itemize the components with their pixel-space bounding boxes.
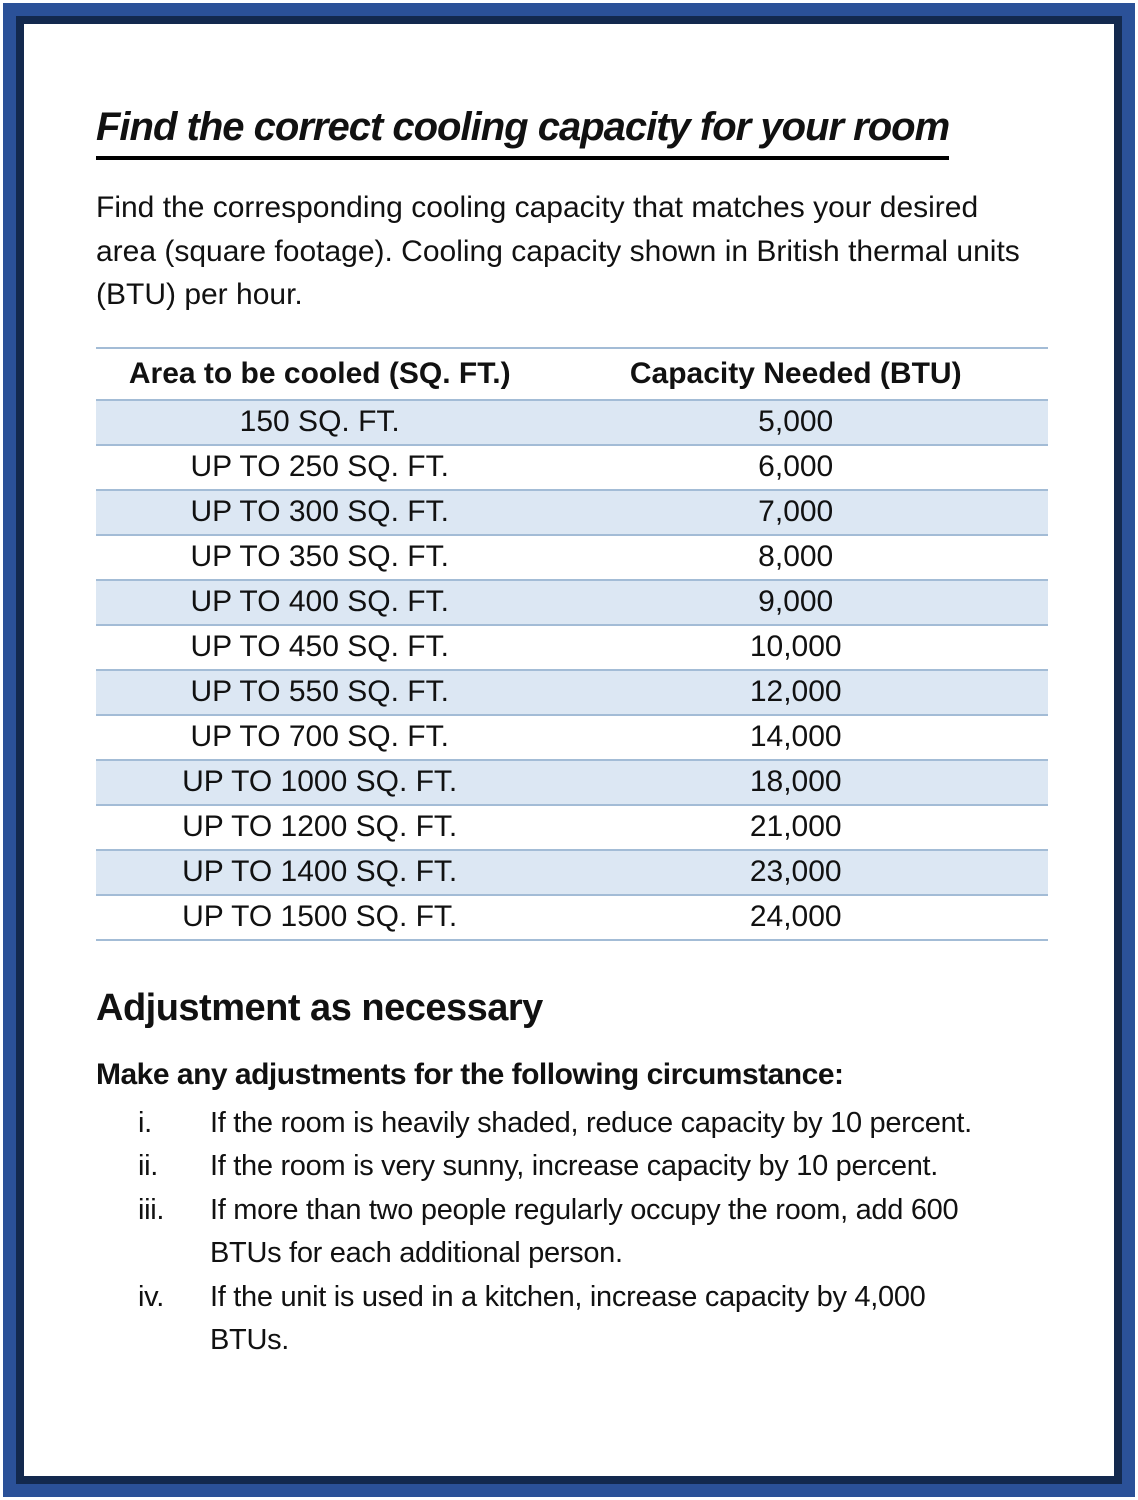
adjustments-heading: Adjustment as necessary xyxy=(96,986,543,1029)
table-row xyxy=(96,490,1048,535)
capacity-cell: 23,000 xyxy=(543,850,1048,895)
area-cell: 150 SQ. FT. xyxy=(96,400,543,445)
table-row xyxy=(96,400,1048,445)
table-row xyxy=(96,850,1048,895)
capacity-cell: 14,000 xyxy=(543,715,1048,760)
column-header-area: Area to be cooled (SQ. FT.) xyxy=(96,348,543,400)
area-cell: UP TO 1400 SQ. FT. xyxy=(96,850,543,895)
table-row xyxy=(96,670,1048,715)
capacity-cell: 7,000 xyxy=(543,490,1048,535)
area-cell: UP TO 400 SQ. FT. xyxy=(96,580,543,625)
capacity-cell: 9,000 xyxy=(543,580,1048,625)
table-row xyxy=(96,805,1048,850)
intro-paragraph: Find the corresponding cooling capacity that matches your desired area (square footage). Cooling capacity shown in British thermal units (BTU) per hour. xyxy=(96,191,1020,311)
capacity-cell: 8,000 xyxy=(543,535,1048,580)
page-border-outer xyxy=(3,3,1135,1497)
column-header-capacity: Capacity Needed (BTU) xyxy=(543,348,1048,400)
table-row xyxy=(96,895,1048,940)
area-cell: UP TO 550 SQ. FT. xyxy=(96,670,543,715)
capacity-cell: 24,000 xyxy=(543,895,1048,940)
area-cell: UP TO 450 SQ. FT. xyxy=(96,625,543,670)
adjustment-item-numeral: iii. xyxy=(138,1193,165,1226)
adjustment-item-numeral: iv. xyxy=(138,1280,164,1313)
capacity-cell: 12,000 xyxy=(543,670,1048,715)
adjustment-item xyxy=(96,1145,1042,1189)
area-cell: UP TO 250 SQ. FT. xyxy=(96,445,543,490)
page-border-inner xyxy=(16,16,1122,1484)
capacity-cell: 21,000 xyxy=(543,805,1048,850)
adjustment-item-text: If the room is very sunny, increase capacity by 10 percent. xyxy=(210,1150,939,1182)
adjustment-item xyxy=(96,1276,1042,1363)
table-row xyxy=(96,760,1048,805)
capacity-table-body xyxy=(96,400,1048,940)
table-row xyxy=(96,445,1048,490)
capacity-cell: 18,000 xyxy=(543,760,1048,805)
table-row xyxy=(96,715,1048,760)
table-header-row xyxy=(96,348,1048,400)
capacity-cell: 10,000 xyxy=(543,625,1048,670)
capacity-table xyxy=(96,347,1048,941)
adjustment-item xyxy=(96,1189,1042,1276)
adjustments-list xyxy=(96,1102,1042,1363)
adjustment-item xyxy=(96,1102,1042,1146)
area-cell: UP TO 700 SQ. FT. xyxy=(96,715,543,760)
adjustment-item-numeral: ii. xyxy=(138,1150,159,1182)
area-cell: UP TO 350 SQ. FT. xyxy=(96,535,543,580)
adjustment-item-text: If the unit is used in a kitchen, increase capacity by 4,000 BTUs. xyxy=(210,1280,926,1356)
table-row xyxy=(96,535,1048,580)
area-cell: UP TO 1000 SQ. FT. xyxy=(96,760,543,805)
page-title: Find the correct cooling capacity for your room xyxy=(96,104,949,160)
area-cell: UP TO 1500 SQ. FT. xyxy=(96,895,543,940)
capacity-cell: 6,000 xyxy=(543,445,1048,490)
capacity-cell: 5,000 xyxy=(543,400,1048,445)
adjustments-lead: Make any adjustments for the following circumstance: xyxy=(96,1057,844,1091)
table-row xyxy=(96,625,1048,670)
area-cell: UP TO 1200 SQ. FT. xyxy=(96,805,543,850)
adjustment-item-text: If more than two people regularly occupy the room, add 600 BTUs for each additional person. xyxy=(210,1193,959,1269)
table-row xyxy=(96,580,1048,625)
area-cell: UP TO 300 SQ. FT. xyxy=(96,490,543,535)
adjustment-item-text: If the room is heavily shaded, reduce capacity by 10 percent. xyxy=(210,1106,972,1139)
adjustment-item-numeral: i. xyxy=(138,1106,152,1139)
